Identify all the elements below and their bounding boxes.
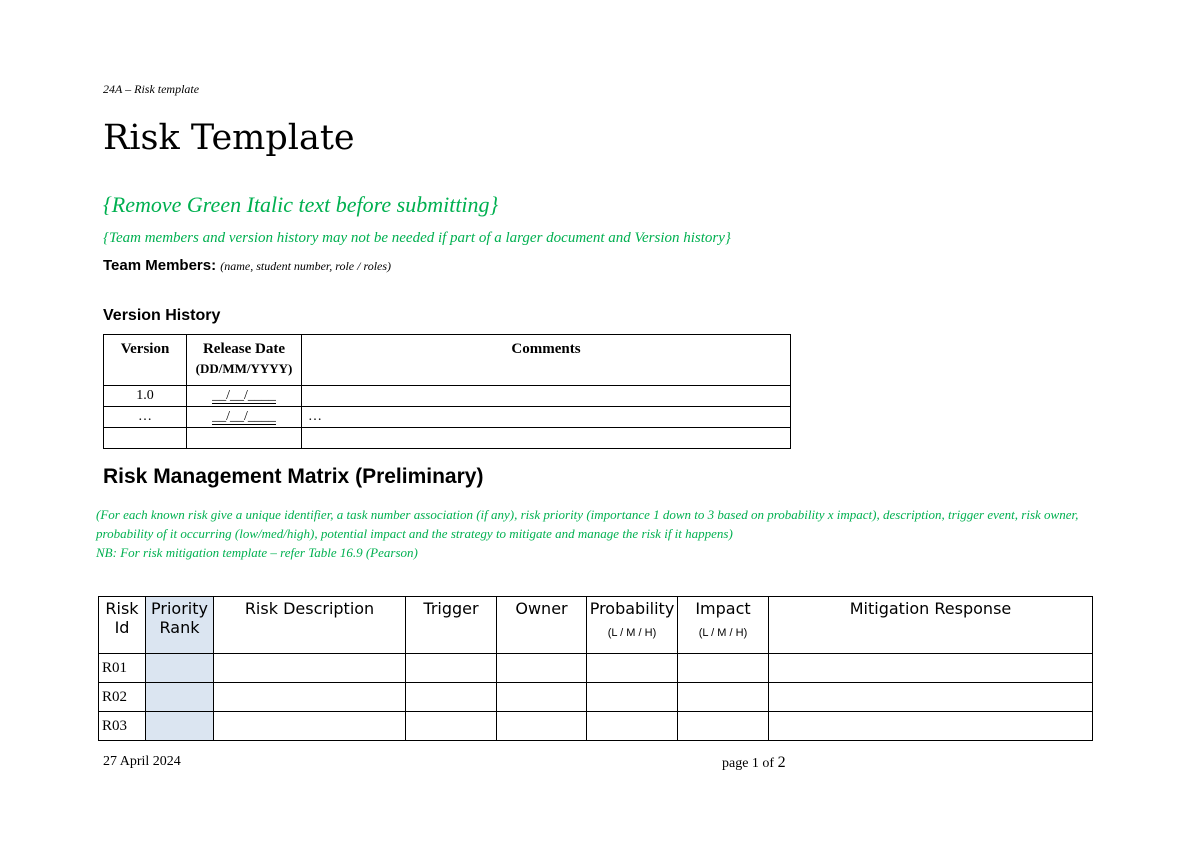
version-row xyxy=(104,386,791,407)
risk-id-cell: R02 xyxy=(99,683,146,712)
risk-matrix-heading: Risk Management Matrix (Preliminary) xyxy=(103,465,484,488)
risk-matrix-note-line1: (For each known risk give a unique identifier, a task number association (if any), risk priority (importance 1 down to 3 based on probability x impact), description, trigger event, risk owner, probability of it occurring (low/med/high), potential impact and the strategy to mitigate and manage the risk if it happens) xyxy=(96,507,1079,541)
probability-cell[interactable] xyxy=(587,654,678,683)
owner-cell[interactable] xyxy=(497,683,587,712)
table-row xyxy=(99,683,1093,712)
risk-id-header: Risk Id xyxy=(99,597,146,654)
team-version-note: {Team members and version history may not be needed if part of a larger document and Version history} xyxy=(103,230,731,246)
risk-matrix-instructions xyxy=(96,505,1086,562)
risk-description-cell[interactable] xyxy=(214,654,406,683)
probability-header: Probability (L / M / H) xyxy=(587,597,678,654)
release-date-column-header: Release Date (DD/MM/YYYY) xyxy=(187,335,302,386)
risk-description-cell[interactable] xyxy=(214,712,406,741)
release-date-format: (DD/MM/YYYY) xyxy=(195,361,293,376)
trigger-header: Trigger xyxy=(406,597,497,654)
comments-column-header: Comments xyxy=(302,335,791,386)
risk-description-header: Risk Description xyxy=(214,597,406,654)
version-row xyxy=(104,407,791,428)
table-row xyxy=(99,654,1093,683)
date-cell[interactable]: __/__/____ xyxy=(187,407,302,428)
team-members-line xyxy=(103,257,391,274)
version-row xyxy=(104,428,791,449)
priority-rank-cell[interactable] xyxy=(146,683,214,712)
date-cell[interactable]: __/__/____ xyxy=(187,386,302,407)
page-total: 2 xyxy=(777,754,786,771)
footer-date: 27 April 2024 xyxy=(103,754,181,769)
mitigation-response-cell[interactable] xyxy=(769,654,1093,683)
risk-matrix-note-line2: NB: For risk mitigation template – refer Table 16.9 (Pearson) xyxy=(96,545,418,560)
probability-scale: (L / M / H) xyxy=(607,627,657,639)
priority-rank-cell[interactable] xyxy=(146,712,214,741)
priority-rank-header: Priority Rank xyxy=(146,597,214,654)
version-cell[interactable] xyxy=(104,428,187,449)
document-header-note: 24A – Risk template xyxy=(103,82,200,96)
risk-id-cell: R03 xyxy=(99,712,146,741)
probability-cell[interactable] xyxy=(587,712,678,741)
risk-description-cell[interactable] xyxy=(214,683,406,712)
team-members-label: Team Members: xyxy=(103,257,217,274)
comment-cell[interactable] xyxy=(302,428,791,449)
comment-cell[interactable] xyxy=(302,386,791,407)
impact-cell[interactable] xyxy=(678,683,769,712)
impact-header: Impact (L / M / H) xyxy=(678,597,769,654)
remove-green-note: {Remove Green Italic text before submitting} xyxy=(103,192,499,217)
risk-matrix-table xyxy=(98,596,1093,741)
impact-scale: (L / M / H) xyxy=(698,627,748,639)
mitigation-response-cell[interactable] xyxy=(769,683,1093,712)
impact-cell[interactable] xyxy=(678,654,769,683)
owner-cell[interactable] xyxy=(497,654,587,683)
version-cell[interactable]: 1.0 xyxy=(104,386,187,407)
version-column-header: Version xyxy=(104,335,187,386)
team-members-hint: (name, student number, role / roles) xyxy=(220,259,392,273)
version-cell[interactable]: … xyxy=(104,407,187,428)
date-cell[interactable] xyxy=(187,428,302,449)
footer-page-number xyxy=(722,754,786,772)
mitigation-response-cell[interactable] xyxy=(769,712,1093,741)
impact-cell[interactable] xyxy=(678,712,769,741)
probability-cell[interactable] xyxy=(587,683,678,712)
priority-rank-cell[interactable] xyxy=(146,654,214,683)
trigger-cell[interactable] xyxy=(406,712,497,741)
mitigation-response-header: Mitigation Response xyxy=(769,597,1093,654)
trigger-cell[interactable] xyxy=(406,654,497,683)
page-number-prefix: page 1 of xyxy=(722,756,778,771)
risk-id-cell: R01 xyxy=(99,654,146,683)
version-history-heading: Version History xyxy=(103,307,221,324)
trigger-cell[interactable] xyxy=(406,683,497,712)
owner-header: Owner xyxy=(497,597,587,654)
owner-cell[interactable] xyxy=(497,712,587,741)
table-row xyxy=(99,712,1093,741)
comment-cell[interactable]: … xyxy=(302,407,791,428)
version-history-table xyxy=(103,334,791,449)
page-title: Risk Template xyxy=(103,118,355,158)
